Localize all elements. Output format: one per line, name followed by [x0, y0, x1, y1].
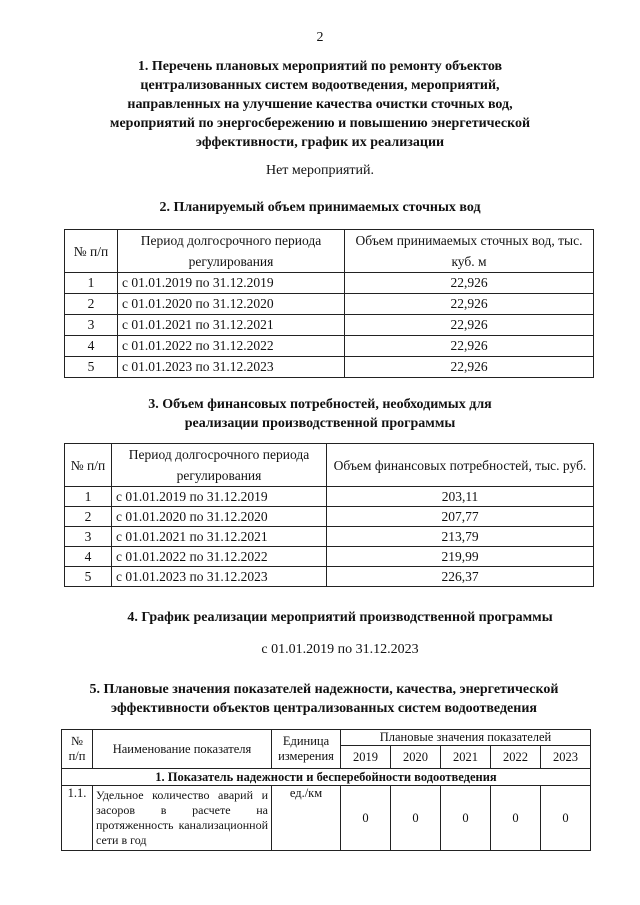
section1-title-line: централизованных систем водоотведения, мероприятий, [140, 78, 500, 93]
row-value: 0 [390, 786, 440, 851]
header-unit: Единица измерения [272, 730, 341, 769]
row-number: 1 [65, 487, 112, 507]
section3-title-line: реализации производственной программы [184, 416, 456, 431]
header-name: Наименование показателя [93, 730, 272, 769]
section4-period: с 01.01.2019 по 31.12.2023 [261, 642, 419, 657]
row-period: с 01.01.2020 по 31.12.2020 [118, 294, 345, 315]
row-unit: ед./км [272, 786, 341, 851]
section3-table [64, 443, 594, 587]
row-number: 5 [65, 357, 118, 378]
section2-title: 2. Планируемый объем принимаемых сточных вод [159, 200, 481, 215]
table-row [65, 547, 594, 567]
row-period: с 01.01.2020 по 31.12.2020 [112, 507, 327, 527]
table-row [65, 487, 594, 507]
table-row [65, 567, 594, 587]
row-number: 3 [65, 315, 118, 336]
header-period: Период долгосрочного периода регулирования [118, 230, 345, 273]
header-number: № п/п [65, 230, 118, 273]
header-number: № п/п [65, 444, 112, 487]
row-period: с 01.01.2019 по 31.12.2019 [112, 487, 327, 507]
row-value: 0 [490, 786, 540, 851]
row-name: Удельное количество аварий и засоров в расчете на протяженность канализационной сети в год [93, 786, 272, 851]
row-value: 22,926 [345, 336, 594, 357]
row-period: с 01.01.2019 по 31.12.2019 [118, 273, 345, 294]
section1-title-line: мероприятий по энергосбережению и повышению энергетической [109, 116, 531, 131]
table-row [65, 336, 594, 357]
row-value: 22,926 [345, 315, 594, 336]
table-row [65, 357, 594, 378]
table-row [65, 507, 594, 527]
row-number: 1 [65, 273, 118, 294]
header-year: 2023 [540, 746, 590, 769]
row-period: с 01.01.2021 по 31.12.2021 [118, 315, 345, 336]
section1-title [0, 57, 640, 152]
section4-title: 4. График реализации мероприятий производственной программы [127, 610, 553, 625]
group-heading: 1. Показатель надежности и бесперебойности водоотведения [62, 769, 591, 786]
row-number: 1.1. [62, 786, 93, 851]
table-row [65, 273, 594, 294]
section3-title [0, 395, 640, 433]
row-value: 22,926 [345, 294, 594, 315]
header-year: 2022 [490, 746, 540, 769]
header-year: 2020 [390, 746, 440, 769]
table-row [65, 315, 594, 336]
row-value: 213,79 [327, 527, 594, 547]
row-value: 0 [341, 786, 391, 851]
row-period: с 01.01.2021 по 31.12.2021 [112, 527, 327, 547]
section1-title-line: направленных на улучшение качества очистки сточных вод, [127, 97, 513, 112]
header-volume: Объем принимаемых сточных вод, тыс. куб. м [345, 230, 594, 273]
row-number: 3 [65, 527, 112, 547]
row-value: 22,926 [345, 273, 594, 294]
row-period: с 01.01.2022 по 31.12.2022 [118, 336, 345, 357]
header-number: № п/п [62, 730, 93, 769]
row-number: 2 [65, 294, 118, 315]
row-period: с 01.01.2023 по 31.12.2023 [118, 357, 345, 378]
row-value: 226,37 [327, 567, 594, 587]
table-row [65, 294, 594, 315]
section3-title-line: 3. Объем финансовых потребностей, необходимых для [148, 397, 492, 412]
table-row [62, 786, 591, 851]
row-value: 0 [440, 786, 490, 851]
table-row [65, 527, 594, 547]
header-finance: Объем финансовых потребностей, тыс. руб. [327, 444, 594, 487]
header-planned: Плановые значения показателей [341, 730, 591, 746]
page-number: 2 [316, 30, 324, 45]
row-number: 4 [65, 336, 118, 357]
row-number: 2 [65, 507, 112, 527]
row-number: 5 [65, 567, 112, 587]
section2-table [64, 229, 594, 378]
section1-title-line: эффективности, график их реализации [195, 135, 445, 150]
row-value: 207,77 [327, 507, 594, 527]
row-value: 203,11 [327, 487, 594, 507]
row-number: 4 [65, 547, 112, 567]
section1-note: Нет мероприятий. [265, 163, 375, 178]
row-value: 219,99 [327, 547, 594, 567]
section5-title [4, 680, 640, 718]
row-period: с 01.01.2023 по 31.12.2023 [112, 567, 327, 587]
section5-title-line: эффективности объектов централизованных систем водоотведения [111, 701, 537, 716]
header-year: 2019 [341, 746, 391, 769]
section5-table [61, 729, 591, 851]
section5-title-line: 5. Плановые значения показателей надежности, качества, энергетической [89, 682, 559, 697]
row-period: с 01.01.2022 по 31.12.2022 [112, 547, 327, 567]
row-value: 0 [540, 786, 590, 851]
row-value: 22,926 [345, 357, 594, 378]
section1-title-line: 1. Перечень плановых мероприятий по ремонту объектов [137, 59, 503, 74]
header-year: 2021 [440, 746, 490, 769]
header-period: Период долгосрочного периода регулирования [112, 444, 327, 487]
